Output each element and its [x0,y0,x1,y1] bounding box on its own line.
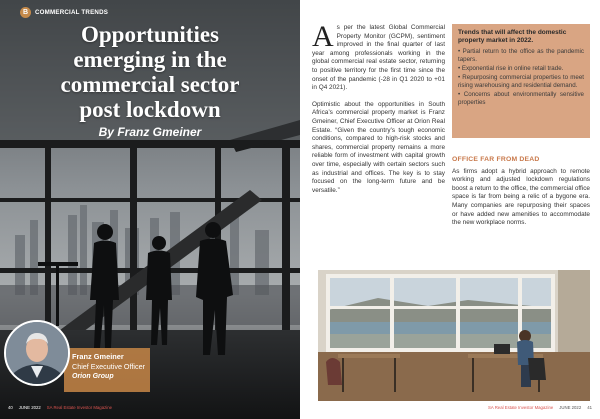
trends-sidebar [452,24,590,138]
title-line: post lockdown [79,97,221,122]
author-portrait-image [6,322,68,384]
right-page [300,0,600,419]
intro-paragraph [312,20,445,93]
sidebar-item: • Partial return to the office as the pandemic tapers. [458,47,584,64]
section-heading: OFFICE FAR FROM DEAD [452,156,540,163]
title-line: commercial sector [60,72,240,97]
author-name: Franz Gmeiner [72,352,124,361]
byline: By Franz Gmeiner [98,125,202,139]
paragraph-3: As firms adopt a hybrid approach to remote working and adjusted lockdown regulations boost a return to the office, the commercial office space is far from being a relic of a bygone era. Many companies are repurposing their spaces or have added new amenities to accommodate the new workplace norms. [452,167,590,227]
section-label: COMMERCIAL TRENDS [35,9,109,16]
article-title [8,22,292,122]
text-column-2 [452,156,590,228]
section-badge [20,6,108,19]
paragraph-2: Optimistic about the opportunities in South Africa’s commercial property market is Franz Gmeiner, Chief Executive Officer at Orion Real Estate. “Given the country’s tough economic conditions, compared to high-risk stocks and shares, commercial property remains a more reliable form of investment with capital growth over time, especially with certain sectors such as industrial and offices. The key is to stay focused on the long-term future and be versatile.” [312,100,445,194]
page-number-left: 40 [8,405,13,410]
author-card [64,348,150,392]
remote-office-photo [318,270,590,401]
issue-date-left: JUNE 2022 [18,405,41,410]
page-number-right: 41 [587,405,592,410]
author-role: Chief Executive Officer [72,362,145,371]
footer-left [8,405,112,410]
paragraph-1: s per the latest Global Commercial Property Monitor (GCPM), sentiment improved in the final quarter of last year among professionals working in the global commercial real estate sector, returning to positive territory for the first time since the onset of the pandemic (-28 in Q1 2020 to +01 in Q4 2021). [312,24,445,92]
b-logo-icon: B [20,7,31,18]
sidebar-item: • Repurposing commercial properties to meet rising warehousing and residential demand. [458,73,584,90]
text-column-1 [312,20,445,203]
author-org: Orion Group [72,373,114,380]
title-line: emerging in the [73,47,227,72]
magazine-name-left: SA Real Estate Investor Magazine [46,405,112,410]
dropcap: A [312,20,334,53]
title-line: Opportunities [80,22,220,47]
sidebar-title: Trends that will affect the domestic property market in 2022. [458,29,567,45]
sidebar-item: • Concerns about environmentally sensitive properties [458,90,584,107]
author-portrait [4,320,70,386]
magazine-name-right: SA Real Estate Investor Magazine [488,405,554,410]
issue-date-right: JUNE 2022 [559,405,582,410]
footer-right [488,405,592,410]
sidebar-item: • Exponential rise in online retail trade. [458,65,564,72]
